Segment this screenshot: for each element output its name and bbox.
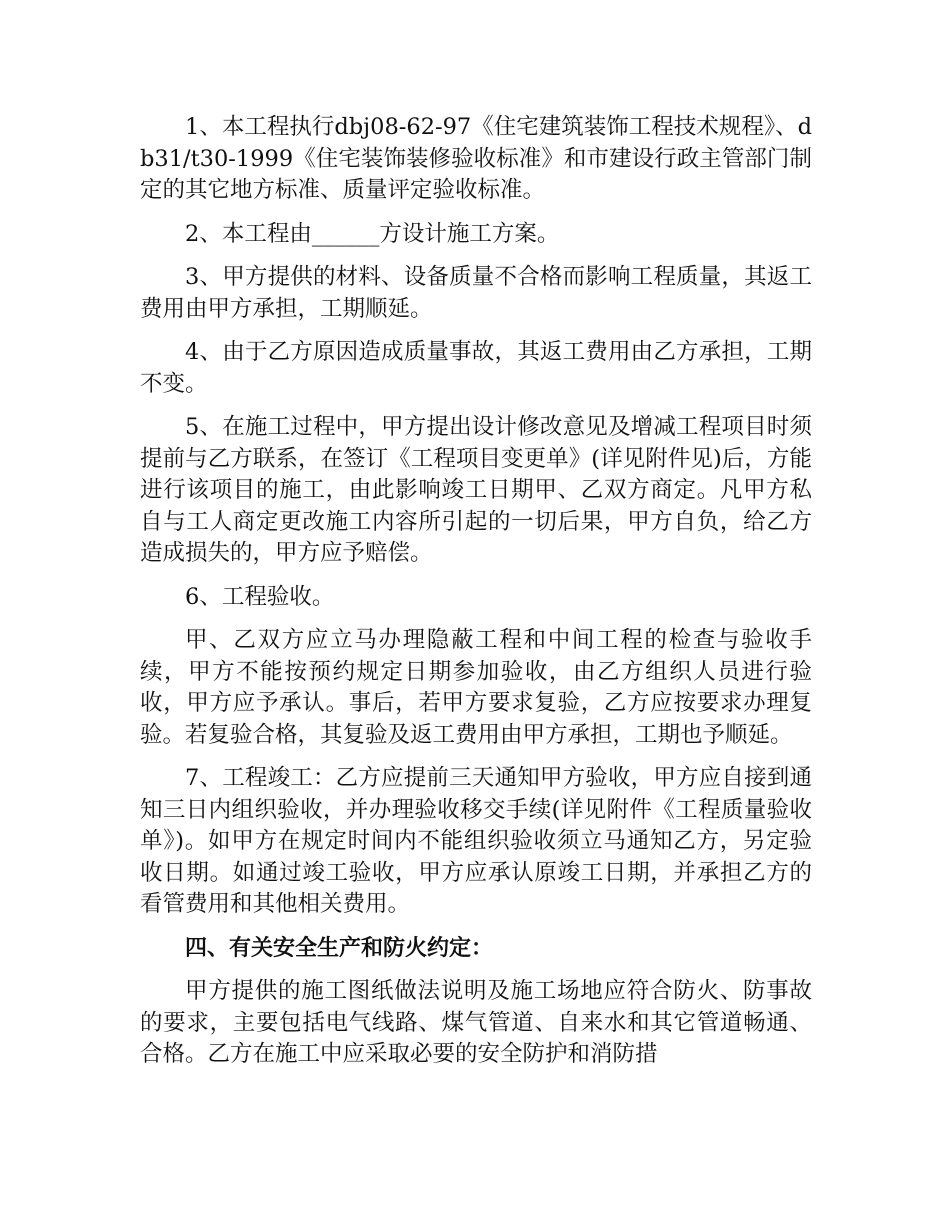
- safety-paragraph: 甲方提供的施工图纸做法说明及施工场地应符合防火、防事故的要求，主要包括电气线路、煤气管道、自来水和其它管道畅通、合格。乙方在施工中应采取必要的安全防护和消防措: [140, 978, 812, 1067]
- inspection-paragraph: 甲、乙双方应立马办理隐蔽工程和中间工程的检查与验收手续，甲方不能按预约规定日期参加验收，由乙方组织人员进行验收，甲方应予承认。事后，若甲方要求复验，乙方应按要求办理复验。若复验合格，其复验及返工费用由甲方承担，工期也予顺延。: [140, 627, 812, 748]
- clause-2-paragraph: 2、本工程由______方设计施工方案。: [185, 220, 560, 247]
- section-heading: 四、有关安全生产和防火约定：: [185, 935, 494, 961]
- clause-6-paragraph: 6、工程验收。: [185, 583, 335, 610]
- clause-3-paragraph: 3、甲方提供的材料、设备质量不合格而影响工程质量，其返工费用由甲方承担，工期顺延。: [140, 264, 812, 322]
- document-body: [140, 112, 812, 1083]
- clause-4-paragraph: 4、由于乙方原因造成质量事故，其返工费用由乙方承担，工期不变。: [140, 339, 812, 397]
- clause-1-paragraph: 1、本工程执行dbj08-62-97《住宅建筑装饰工程技术规程》、db31/t30-1999《住宅装饰装修验收标准》和市建设行政主管部门制定的其它地方标准、质量评定验收标准。: [140, 114, 812, 203]
- clause-7-paragraph: 7、工程竣工：乙方应提前三天通知甲方验收，甲方应自接到通知三日内组织验收，并办理验收移交手续(详见附件《工程质量验收单》)。如甲方在规定时间内不能组织验收须立马通知乙方，另定验收日期。如通过竣工验收，甲方应承认原竣工日期，并承担乙方的看管费用和其他相关费用。: [140, 765, 812, 917]
- clause-5-paragraph: 5、在施工过程中，甲方提出设计修改意见及增减工程项目时须提前与乙方联系，在签订《工程项目变更单》(详见附件见)后，方能进行该项目的施工，由此影响竣工日期甲、乙双方商定。凡甲方私自与工人商定更改施工内容所引起的一切后果，甲方自负，给乙方造成损失的，甲方应予赔偿。: [140, 414, 812, 566]
